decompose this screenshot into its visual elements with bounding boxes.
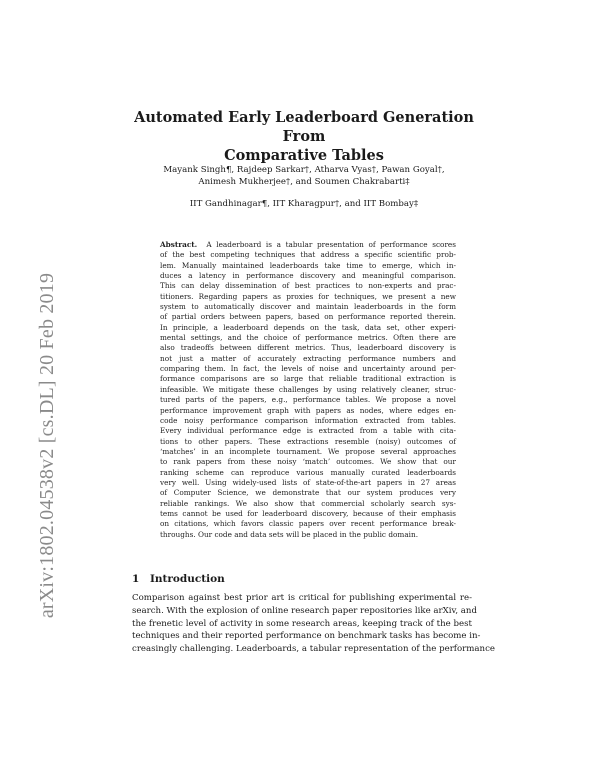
abstract-line: mental settings, and the choice of performance metrics. Often there are [160,333,456,343]
author-line: Mayank Singh¶, Rajdeep Sarkar†, Atharva Vyas†, Pawan Goyal†, [163,165,445,175]
affiliations: IIT Gandhinagar¶, IIT Kharagpur†, and IIT Bombay‡ [189,199,419,209]
abstract-line: tured parts of the papers, e.g., performance tables. We propose a novel [160,395,456,405]
author-line: Animesh Mukherjee†, and Soumen Chakrabarti‡ [198,177,410,187]
abstract-line: ranking scheme can reproduce various manually curated leaderboards [160,467,456,477]
abstract-line: throughs. Our code and data sets will be placed in the public domain. [160,529,419,539]
body-line: the frenetic level of activity in some research areas, keeping track of the best [132,618,472,629]
body-line: Comparison against best prior art is critical for publishing experimental re- [132,593,472,603]
abstract-line: infeasible. We mitigate these challenges by using relatively cleaner, struc- [160,384,456,394]
abstract-line: In principle, a leaderboard depends on the task, data set, other experi- [160,322,456,332]
abstract [160,240,456,540]
abstract-line: performance improvement graph with papers as nodes, where edges en- [160,405,456,415]
title-line: Automated Early Leaderboard Generation From [134,109,474,145]
abstract-line: comparing them. In fact, the levels of noise and uncertainty around per- [160,364,456,374]
abstract-line: reliable rankings. We also show that commercial scholarly search sys- [160,498,456,508]
body-line: techniques and their reported performance on benchmark tasks has become in- [132,631,481,642]
author-list [120,164,488,188]
paper-title [120,108,488,165]
abstract-line: of Computer Science, we demonstrate that our system produces very [160,488,456,498]
abstract-line: ‘matches’ in an incomplete tournament. We propose several approaches [160,446,456,456]
abstract-line: This can delay dissemination of best practices to non-experts and prac- [160,281,456,291]
abstract-line: of the best competing techniques that address a specific scientific prob- [160,250,456,260]
abstract-line: titioners. Regarding papers as proxies for techniques, we present a new [160,291,456,301]
abstract-line: A leaderboard is a tabular presentation of performance scores [206,240,456,249]
abstract-first-line [160,240,456,250]
abstract-line: not just a matter of accurately extracting performance numbers and [160,353,456,363]
abstract-line: to rank papers from these noisy ‘match’ outcomes. We show that our [160,457,456,467]
abstract-line: lem. Manually maintained leaderboards take time to emerge, which in- [160,260,456,270]
abstract-line: formance comparisons are so large that reliable traditional extraction is [160,374,456,384]
abstract-line: of partial orders between papers, based on performance reported therein. [160,312,456,322]
section-number: 1 [132,573,140,585]
abstract-line: system to automatically discover and maintain leaderboards in the form [160,302,456,312]
section-title: Introduction [150,573,225,585]
abstract-label: Abstract. [160,240,198,249]
abstract-line: tions to other papers. These extractions resemble (noisy) outcomes of [160,436,456,446]
introduction-paragraph [132,592,495,656]
body-line: creasingly challenging. Leaderboards, a tabular representation of the performance [132,644,495,655]
abstract-line: code noisy performance comparison information extracted from tables. [160,415,456,425]
arxiv-identifier-stamp [28,210,68,680]
abstract-line: duces a latency in performance discovery and meaningful comparison. [160,271,456,281]
abstract-line: also tradeoffs between different metrics. Thus, leaderboard discovery is [160,343,456,353]
abstract-line: Every individual performance edge is extracted from a table with cita- [160,426,456,436]
body-line: search. With the explosion of online research paper repositories like arXiv, and [132,605,477,616]
abstract-line: very well. Using widely-used lists of state-of-the-art papers in 27 areas [160,477,456,487]
arxiv-identifier: arXiv:1802.04538v2 [cs.DL] 20 Feb 2019 [36,272,59,618]
abstract-line: on citations, which favors classic papers over recent performance break- [160,519,456,529]
section-heading-introduction [132,573,225,585]
title-line: Comparative Tables [224,147,384,164]
abstract-line: tems cannot be used for leaderboard discovery, because of their emphasis [160,508,456,518]
